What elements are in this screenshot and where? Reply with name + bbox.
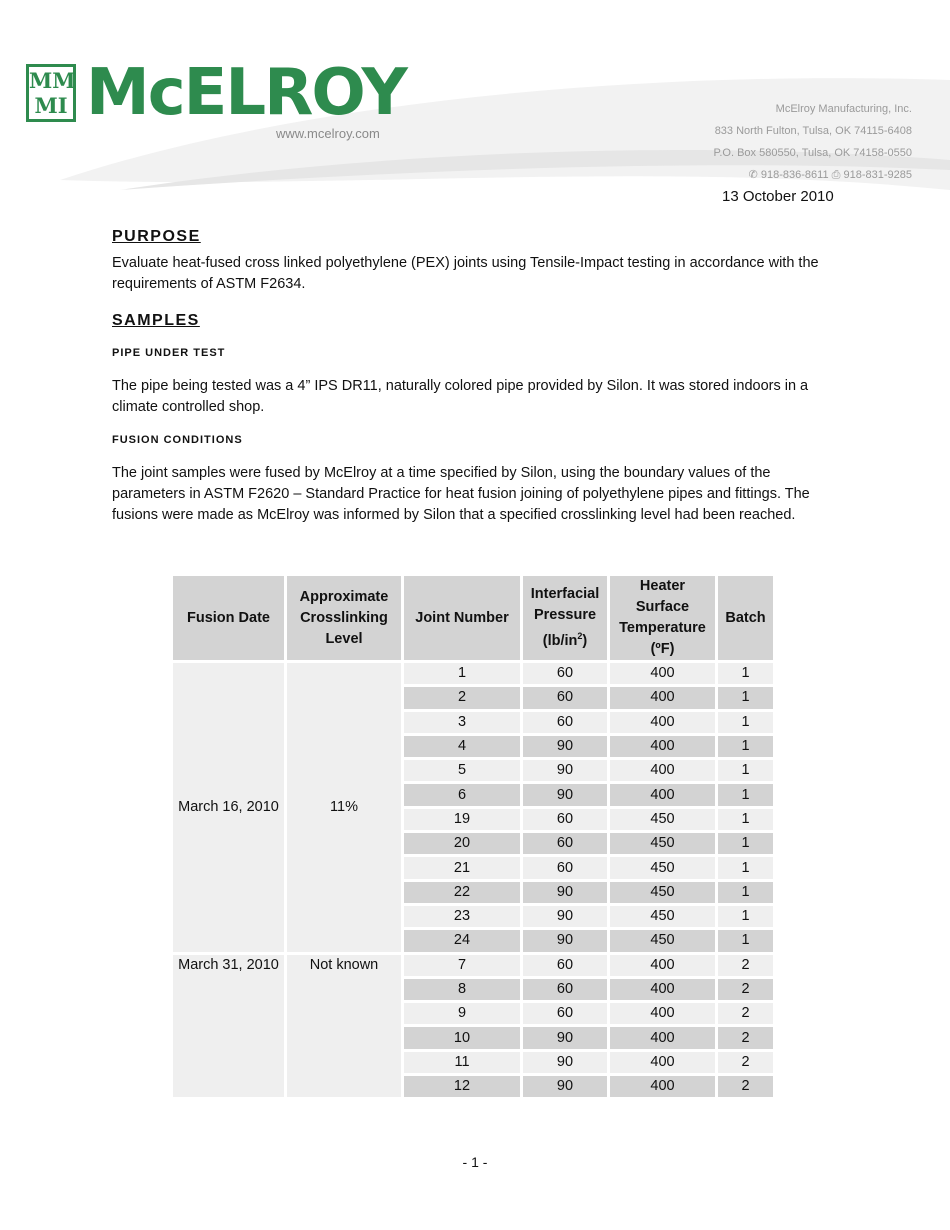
cell-pressure: 60: [523, 955, 607, 976]
cell-joint: 7: [404, 955, 520, 976]
header-heater-temperature: Heater Surface Temperature (ºF): [610, 576, 715, 660]
logo-emblem-top: MM: [29, 68, 76, 93]
pipe-under-test-text: The pipe being tested was a 4” IPS DR11, naturally colored pipe provided by Silon. It was stored indoors in a climate controlled shop.: [112, 378, 809, 415]
cell-joint: 20: [404, 833, 520, 854]
cell-fusion-date: March 31, 2010: [173, 955, 284, 1098]
cell-temp: 400: [610, 784, 715, 805]
company-address: [713, 98, 912, 186]
cell-pressure: 60: [523, 979, 607, 1000]
cell-batch: 2: [718, 1076, 773, 1097]
address-line: ✆ 918-836-8611 ⎙ 918-831-9285: [748, 169, 912, 181]
cell-temp: 450: [610, 930, 715, 951]
logo-emblem-bottom: MI: [34, 93, 68, 118]
fusion-samples-table: [170, 573, 776, 1100]
page-number: - 1 -: [462, 1154, 488, 1170]
address-line: 833 North Fulton, Tulsa, OK 74115-6408: [714, 125, 912, 137]
cell-batch: 1: [718, 687, 773, 708]
cell-temp: 400: [610, 1027, 715, 1048]
logo-emblem: [26, 64, 76, 122]
header-fusion-date: Fusion Date: [173, 576, 284, 660]
cell-temp: 400: [610, 1003, 715, 1024]
table-row: [173, 955, 773, 976]
cell-batch: 2: [718, 1027, 773, 1048]
cell-temp: 450: [610, 833, 715, 854]
cell-batch: 1: [718, 906, 773, 927]
cell-joint: 6: [404, 784, 520, 805]
cell-batch: 1: [718, 736, 773, 757]
cell-pressure: 90: [523, 906, 607, 927]
cell-joint: 22: [404, 882, 520, 903]
cell-crosslinking-level: Not known: [287, 955, 401, 1098]
cell-pressure: 60: [523, 809, 607, 830]
cell-pressure: 90: [523, 1027, 607, 1048]
cell-batch: 1: [718, 784, 773, 805]
cell-pressure: 60: [523, 663, 607, 684]
document-date: 13 October 2010: [722, 188, 834, 205]
cell-joint: 5: [404, 760, 520, 781]
cell-pressure: 60: [523, 833, 607, 854]
fusion-conditions-text: The joint samples were fused by McElroy at a time specified by Silon, using the boundary values of the parameters in ASTM F2620 – Standard Practice for heat fusion joining of polyethylene pipes and fittings. The fusions were made as McElroy was informed by Silon that a specified crosslinking level had been reached.: [112, 465, 810, 523]
cell-crosslinking-level: 11%: [287, 663, 401, 952]
cell-joint: 19: [404, 809, 520, 830]
cell-joint: 3: [404, 712, 520, 733]
cell-temp: 400: [610, 1052, 715, 1073]
cell-pressure: 90: [523, 784, 607, 805]
cell-temp: 400: [610, 955, 715, 976]
cell-batch: 1: [718, 712, 773, 733]
cell-joint: 2: [404, 687, 520, 708]
fusion-conditions-heading: FUSION CONDITIONS: [112, 434, 243, 446]
cell-batch: 1: [718, 882, 773, 903]
header-crosslinking-level: Approximate Crosslinking Level: [287, 576, 401, 660]
cell-joint: 8: [404, 979, 520, 1000]
cell-pressure: 90: [523, 1076, 607, 1097]
cell-temp: 450: [610, 882, 715, 903]
table-header-row: [173, 576, 773, 660]
cell-pressure: 90: [523, 736, 607, 757]
purpose-heading: PURPOSE: [112, 228, 201, 245]
logo-wordmark: McELROY: [86, 56, 406, 130]
samples-heading: SAMPLES: [112, 312, 200, 329]
header-batch: Batch: [718, 576, 773, 660]
cell-temp: 400: [610, 760, 715, 781]
cell-batch: 1: [718, 833, 773, 854]
cell-temp: 450: [610, 809, 715, 830]
cell-pressure: 90: [523, 1052, 607, 1073]
table-row: [173, 663, 773, 684]
cell-temp: 400: [610, 736, 715, 757]
cell-batch: 2: [718, 1052, 773, 1073]
cell-pressure: 90: [523, 930, 607, 951]
cell-temp: 450: [610, 906, 715, 927]
cell-joint: 12: [404, 1076, 520, 1097]
address-line: McElroy Manufacturing, Inc.: [775, 103, 912, 115]
cell-pressure: 90: [523, 882, 607, 903]
cell-pressure: 60: [523, 712, 607, 733]
cell-joint: 24: [404, 930, 520, 951]
table-body: [173, 663, 773, 1097]
header-joint-number: Joint Number: [404, 576, 520, 660]
cell-joint: 4: [404, 736, 520, 757]
cell-batch: 2: [718, 979, 773, 1000]
cell-temp: 450: [610, 857, 715, 878]
cell-joint: 9: [404, 1003, 520, 1024]
company-website: www.mcelroy.com: [276, 126, 380, 141]
cell-joint: 1: [404, 663, 520, 684]
cell-temp: 400: [610, 1076, 715, 1097]
cell-batch: 1: [718, 857, 773, 878]
header-pressure-superscript: 2: [577, 631, 583, 642]
header-pressure-close: ): [582, 632, 588, 649]
cell-joint: 23: [404, 906, 520, 927]
cell-temp: 400: [610, 712, 715, 733]
cell-batch: 1: [718, 809, 773, 830]
header-interfacial-pressure: [523, 576, 607, 660]
cell-temp: 400: [610, 687, 715, 708]
cell-batch: 2: [718, 1003, 773, 1024]
cell-joint: 10: [404, 1027, 520, 1048]
cell-pressure: 90: [523, 760, 607, 781]
cell-joint: 21: [404, 857, 520, 878]
cell-pressure: 60: [523, 1003, 607, 1024]
pipe-under-test-heading: PIPE UNDER TEST: [112, 347, 226, 359]
purpose-text: Evaluate heat-fused cross linked polyethylene (PEX) joints using Tensile-Impact testing in accordance with the requirements of ASTM F2634.: [112, 255, 819, 292]
cell-batch: 1: [718, 760, 773, 781]
cell-pressure: 60: [523, 687, 607, 708]
address-line: P.O. Box 580550, Tulsa, OK 74158-0550: [713, 147, 912, 159]
cell-pressure: 60: [523, 857, 607, 878]
cell-batch: 2: [718, 955, 773, 976]
cell-fusion-date: March 16, 2010: [173, 663, 284, 952]
header-pressure-label: Interfacial Pressure (lb/in: [530, 586, 600, 649]
cell-batch: 1: [718, 663, 773, 684]
cell-joint: 11: [404, 1052, 520, 1073]
cell-batch: 1: [718, 930, 773, 951]
document-body: [112, 228, 838, 526]
cell-temp: 400: [610, 979, 715, 1000]
cell-temp: 400: [610, 663, 715, 684]
